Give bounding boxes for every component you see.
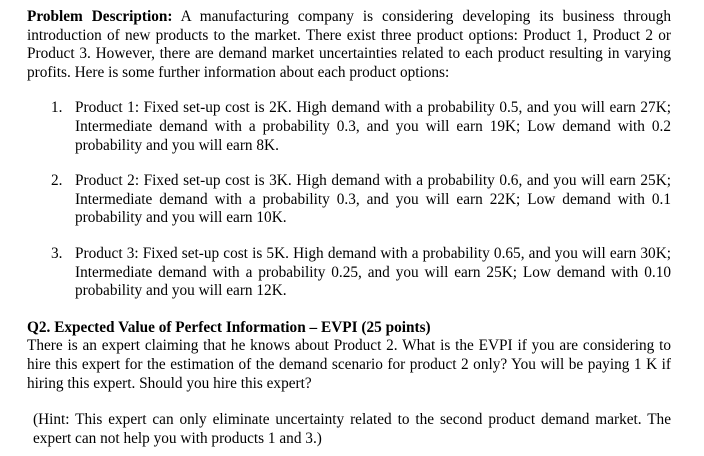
product-option-text: Product 1: Fixed set-up cost is 2K. High demand with a probability 0.5, and you will earn 27K; Intermediate demand with a probability 0.3, and you will earn 19K; Low demand with 0.2 probability and you will earn 8K. xyxy=(75,99,671,154)
list-number: 3. xyxy=(51,244,63,262)
list-number: 1. xyxy=(51,99,63,117)
question-text: There is an expert claiming that he knows about Product 2. What is the EVPI if you are considering to hire this expert for the estimation of the demand scenario for product 2 only? You will be paying 1 K if hiring this expert. Should you hire this expert? xyxy=(27,337,671,392)
product-option-3 xyxy=(27,245,671,301)
question-heading: Q2. Expected Value of Perfect Information – EVPI (25 points) xyxy=(27,318,431,336)
problem-description-label: Problem Description: xyxy=(27,8,173,25)
product-options-list xyxy=(27,99,671,300)
product-option-text: Product 3: Fixed set-up cost is 5K. High demand with a probability 0.65, and you will earn 30K; Intermediate demand with a probability 0.25, and you will earn 25K; Low demand with 0.10 probability and you will earn 12K. xyxy=(75,244,671,300)
product-option-text: Product 2: Fixed set-up cost is 3K. High demand with a probability 0.6, and you will earn 25K; Intermediate demand with a probability 0.3, and you will earn 22K; Low demand with 0.1 probability and you will earn 10K. xyxy=(75,172,671,227)
problem-description-text: A manufacturing company is considering developing its business through introduction of new products to the market. There exist three product options: Product 1, Product 2 or Product 3. However, there are demand market uncertainties related to each product resulting in varying profits. Here is some further information about each product options: xyxy=(27,8,672,81)
hint-text: (Hint: This expert can only eliminate uncertainty related to the second product demand market. The expert can not help you with products 1 and 3.) xyxy=(33,411,671,447)
product-option-1 xyxy=(27,99,671,155)
problem-description xyxy=(27,8,671,82)
product-option-2 xyxy=(27,172,671,228)
list-number: 2. xyxy=(51,172,63,190)
